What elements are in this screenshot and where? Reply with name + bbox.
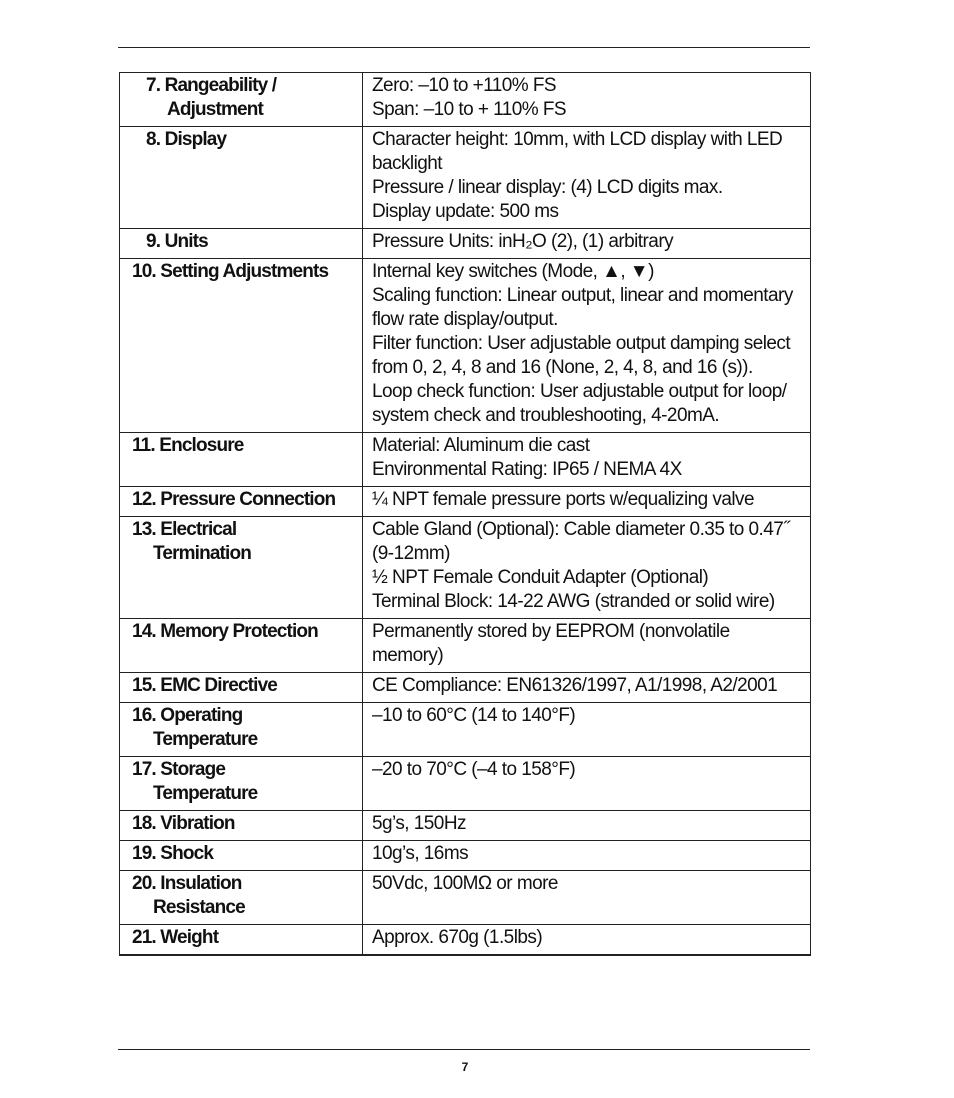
spec-value-line: Terminal Block: 14-22 AWG (stranded or solid wire) — [372, 591, 775, 612]
spec-value-line: 5g’s, 150Hz — [372, 813, 466, 834]
spec-label-line: Resistance — [153, 897, 245, 918]
spec-label — [120, 259, 363, 433]
spec-label-line: 16. Operating — [132, 705, 243, 726]
spec-label-line: 8. Display — [146, 129, 227, 150]
spec-label — [120, 127, 363, 229]
spec-row — [120, 433, 811, 487]
spec-label-line: 10. Setting Adjustments — [132, 261, 329, 282]
spec-row — [120, 517, 811, 619]
spec-value-line: Environmental Rating: IP65 / NEMA 4X — [372, 459, 682, 480]
spec-value — [363, 811, 811, 841]
spec-row — [120, 757, 811, 811]
spec-value — [363, 73, 811, 127]
spec-label-line: 13. Electrical — [132, 519, 237, 540]
spec-value — [363, 619, 811, 673]
spec-value-line: 10g’s, 16ms — [372, 843, 469, 864]
spec-label — [120, 811, 363, 841]
page-number: 7 — [461, 1060, 469, 1074]
spec-value-line: Scaling function: Linear output, linear and momentary — [372, 285, 793, 306]
spec-row — [120, 619, 811, 673]
spec-label-line: Termination — [153, 543, 251, 564]
footer-rule — [118, 1049, 810, 1050]
spec-value-line: Display update: 500 ms — [372, 201, 559, 222]
spec-label-line: Temperature — [153, 729, 258, 750]
spec-row — [120, 673, 811, 703]
spec-row — [120, 841, 811, 871]
spec-value-line: (9-12mm) — [372, 543, 450, 564]
spec-value-line: CE Compliance: EN61326/1997, A1/1998, A2/2001 — [372, 675, 778, 696]
specifications-table-body — [120, 73, 811, 956]
spec-label-line: Adjustment — [167, 99, 264, 120]
spec-label — [120, 73, 363, 127]
spec-label-line: 11. Enclosure — [132, 435, 244, 456]
spec-value-line: –20 to 70°C (–4 to 158°F) — [372, 759, 576, 780]
spec-label — [120, 619, 363, 673]
spec-label-line: 12. Pressure Connection — [132, 489, 336, 510]
spec-label — [120, 703, 363, 757]
spec-row — [120, 703, 811, 757]
spec-value-line: Approx. 670g (1.5lbs) — [372, 927, 543, 948]
spec-value-line: system check and troubleshooting, 4-20mA. — [372, 405, 720, 426]
spec-row — [120, 229, 811, 259]
spec-label-line: 9. Units — [146, 231, 208, 252]
spec-label — [120, 871, 363, 925]
spec-row — [120, 811, 811, 841]
spec-row — [120, 871, 811, 925]
spec-row — [120, 127, 811, 229]
spec-label-line: 20. Insulation — [132, 873, 242, 894]
spec-row — [120, 925, 811, 956]
spec-value-line: Material: Aluminum die cast — [372, 435, 590, 456]
spec-value-line: ¼ NPT female pressure ports w/equalizing valve — [372, 489, 754, 510]
spec-value — [363, 703, 811, 757]
spec-label-line: 18. Vibration — [132, 813, 235, 834]
spec-value-line: Permanently stored by EEPROM (nonvolatile memory) — [372, 621, 730, 666]
spec-label-line: 21. Weight — [132, 927, 219, 948]
spec-label-line: 17. Storage — [132, 759, 226, 780]
spec-value — [363, 841, 811, 871]
spec-value — [363, 517, 811, 619]
spec-value-line: flow rate display/output. — [372, 309, 558, 330]
spec-label — [120, 433, 363, 487]
spec-value — [363, 487, 811, 517]
spec-row — [120, 487, 811, 517]
spec-value — [363, 259, 811, 433]
header-rule — [118, 47, 810, 48]
spec-value — [363, 229, 811, 259]
spec-label-line: 15. EMC Directive — [132, 675, 278, 696]
spec-value-line: Internal key switches (Mode, ▲, ▼) — [372, 261, 654, 282]
spec-label — [120, 229, 363, 259]
spec-value-line: Pressure Units: inH₂O (2), (1) arbitrary — [372, 231, 674, 252]
spec-value — [363, 757, 811, 811]
spec-value-line: 50Vdc, 100MΩ or more — [372, 873, 558, 894]
spec-label — [120, 673, 363, 703]
spec-value-line: Loop check function: User adjustable output for loop/ — [372, 381, 787, 402]
spec-value — [363, 127, 811, 229]
spec-label-line: 19. Shock — [132, 843, 214, 864]
spec-label — [120, 841, 363, 871]
spec-value-line: Character height: 10mm, with LCD display with LED — [372, 129, 783, 150]
spec-value-line: Pressure / linear display: (4) LCD digits max. — [372, 177, 723, 198]
spec-value-line: from 0, 2, 4, 8 and 16 (None, 2, 4, 8, and 16 (s)). — [372, 357, 753, 378]
spec-label-line: 14. Memory Protection — [132, 621, 318, 642]
spec-value-line: Span: –10 to + 110% FS — [372, 99, 567, 120]
spec-label — [120, 517, 363, 619]
spec-value-line: Filter function: User adjustable output damping select — [372, 333, 791, 354]
spec-value — [363, 871, 811, 925]
spec-value — [363, 673, 811, 703]
spec-value — [363, 433, 811, 487]
spec-label-line: 7. Rangeability / — [146, 75, 277, 96]
spec-value-line: backlight — [372, 153, 443, 174]
spec-value-line: ½ NPT Female Conduit Adapter (Optional) — [372, 567, 709, 588]
spec-label-line: Temperature — [153, 783, 258, 804]
spec-value-line: –10 to 60°C (14 to 140°F) — [372, 705, 576, 726]
spec-value-line: Zero: –10 to +110% FS — [372, 75, 557, 96]
spec-value-line: Cable Gland (Optional): Cable diameter 0.35 to 0.47˝ — [372, 519, 790, 540]
spec-row — [120, 259, 811, 433]
spec-row — [120, 73, 811, 127]
spec-label — [120, 757, 363, 811]
spec-label — [120, 925, 363, 956]
spec-value — [363, 925, 811, 956]
spec-label — [120, 487, 363, 517]
specifications-table — [119, 72, 811, 956]
